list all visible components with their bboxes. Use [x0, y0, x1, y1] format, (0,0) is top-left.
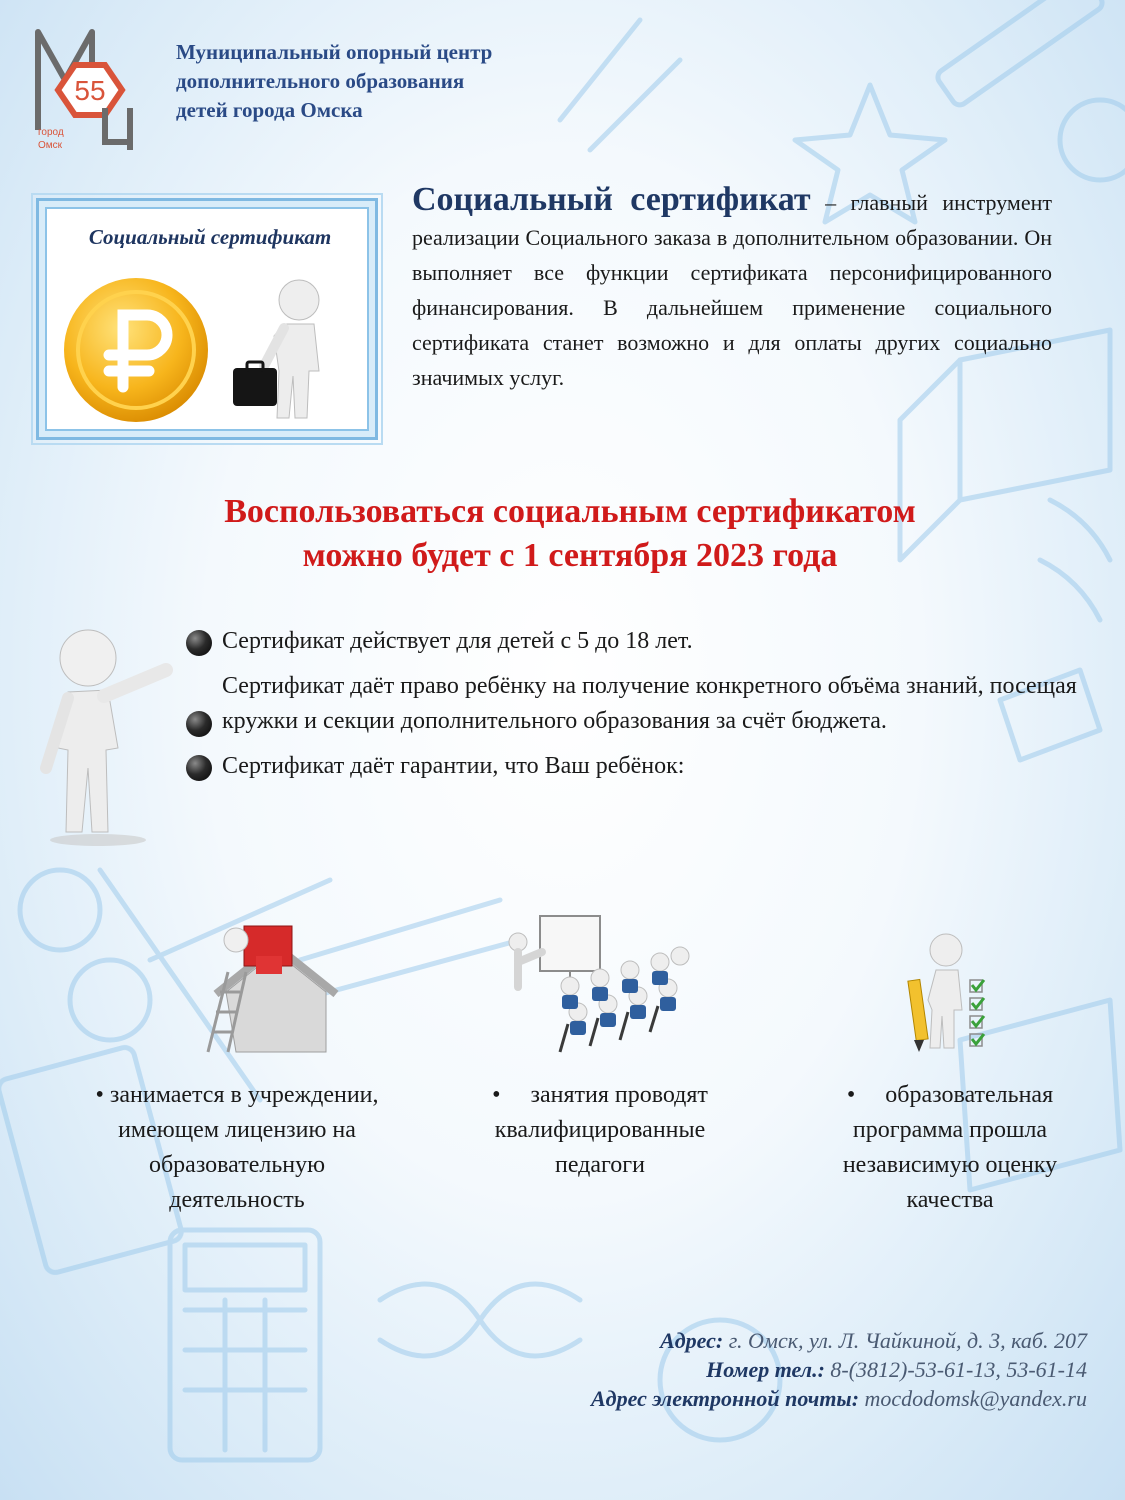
contact-email: [591, 1384, 1087, 1413]
phone-value: 8-(3812)-53-61-13, 53-61-14: [824, 1357, 1087, 1382]
guarantee-quality: • образовательная программа прошла независимую оценку качества: [842, 1082, 1064, 1213]
list-item-text: Сертификат действует для детей с 5 до 18 лет.: [222, 628, 693, 654]
email-value[interactable]: mocdodomsk@yandex.ru: [859, 1386, 1087, 1411]
organization-logo: [30, 20, 160, 155]
checklist-pencil-icon: [900, 930, 1000, 1055]
headline-line: Воспользоваться социальным сертификатом: [224, 493, 916, 530]
list-item-text: Сертификат даёт право ребёнку на получение конкретного объёма знаний, посещая кружки и секции дополнительного образования за счёт бюджета.: [222, 673, 1077, 734]
bullet-icon: [186, 711, 212, 737]
list-item: [184, 624, 1084, 659]
bullet-icon: [186, 630, 212, 656]
list-item: [184, 669, 1084, 739]
list-item: [184, 749, 1084, 784]
contact-phone: [591, 1355, 1087, 1384]
ball-doodle: [1060, 100, 1125, 180]
intro-lead: Социальный сертификат: [412, 181, 811, 218]
scissors-doodle: [20, 870, 100, 950]
teacher-presentation-icon: [490, 912, 700, 1057]
person-with-briefcase-icon: [229, 276, 349, 426]
guarantee-teachers: • занятия проводят квалифицированные педагоги: [492, 1082, 714, 1178]
org-line: детей города Омска: [176, 98, 363, 122]
address-label: Адрес:: [660, 1328, 724, 1353]
intro-paragraph: [412, 182, 1052, 395]
card-title: Социальный сертификат: [88, 225, 332, 249]
contact-address: [591, 1326, 1087, 1355]
phone-label: Номер тел.:: [706, 1357, 825, 1382]
ruble-coin-icon: [61, 275, 211, 425]
org-line: дополнительного образования: [176, 69, 465, 93]
certificate-facts-list: [184, 624, 1084, 794]
contacts-block: [591, 1326, 1087, 1413]
puzzle-house-icon: [196, 912, 356, 1062]
pointing-person-icon: [28, 618, 178, 848]
certificate-card: [36, 198, 378, 440]
start-date-headline: [100, 490, 1040, 578]
logo-caption-name: Омск: [38, 140, 63, 151]
list-item-text: Сертификат даёт гарантии, что Ваш ребёнок:: [222, 753, 685, 779]
intro-text: – главный инструмент реализации Социального заказа в дополнительном образовании. Он выполняет все функции сертификата персонифицированного финансирования. В дальнейшем применение социального сертификата станет возможно и для оплаты других социально значимых услуг.: [412, 190, 1053, 390]
logo-number: 55: [74, 75, 106, 106]
guarantee-license: • занимается в учреждении, имеющем лицензию на образовательную деятельность: [95, 1082, 379, 1213]
address-value: г. Омск, ул. Л. Чайкиной, д. 3, каб. 207: [723, 1328, 1087, 1353]
logo-caption-city: город: [38, 127, 64, 138]
bullet-icon: [186, 755, 212, 781]
headline-line: можно будет с 1 сентября 2023 года: [302, 537, 838, 574]
organization-name: [176, 38, 596, 125]
calculator-doodle: [170, 1230, 320, 1460]
org-line: Муниципальный опорный центр: [176, 40, 493, 64]
email-label: Адрес электронной почты:: [591, 1386, 860, 1411]
pencil-doodle: [935, 0, 1105, 108]
